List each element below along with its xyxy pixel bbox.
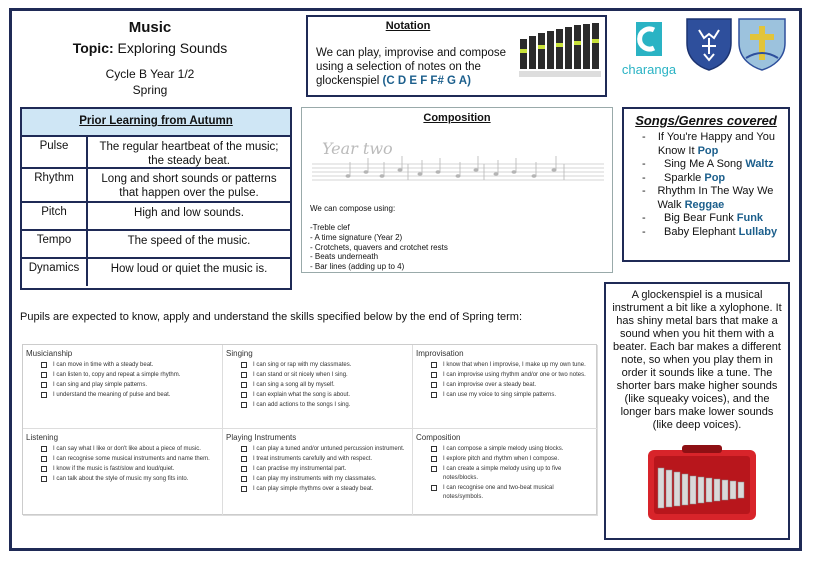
checkbox[interactable] xyxy=(241,446,247,452)
skill-item: I can play simple rhythms over a steady beat. xyxy=(241,485,409,494)
checkbox[interactable] xyxy=(431,466,437,472)
skill-cell-playing-instruments xyxy=(223,429,413,516)
checkbox[interactable] xyxy=(41,476,47,482)
term-text: Spring xyxy=(132,83,168,97)
checkbox[interactable] xyxy=(431,362,437,368)
songs-box xyxy=(622,107,790,262)
composition-box xyxy=(301,107,613,273)
skill-item: I can improvise using rhythm and/or one or two notes. xyxy=(431,371,594,380)
prior-learning-table xyxy=(20,107,292,290)
prior-row-tempo xyxy=(22,231,290,259)
skill-cell-composition xyxy=(413,429,598,516)
checkbox[interactable] xyxy=(431,446,437,452)
checkbox[interactable] xyxy=(241,466,247,472)
skill-item: I can listen to, copy and repeat a simple rhythm. xyxy=(41,371,219,380)
prior-value: The speed of the music. xyxy=(127,235,251,247)
song-genre: Pop xyxy=(697,144,719,157)
song-genre: Reggae xyxy=(684,198,725,211)
glockenspiel-notes-image xyxy=(516,21,604,81)
prior-key: Dynamics xyxy=(22,259,88,286)
composition-item: - Beats underneath xyxy=(310,252,379,262)
prior-key: Tempo xyxy=(22,231,88,257)
school-crest-cross xyxy=(736,16,788,72)
charanga-logo xyxy=(614,14,684,84)
checkbox[interactable] xyxy=(41,392,47,398)
skill-item: I can add actions to the songs I sing. xyxy=(241,401,409,410)
skill-item: I can practise my instrumental part. xyxy=(241,465,409,474)
checkbox[interactable] xyxy=(241,456,247,462)
prior-row-rhythm xyxy=(22,169,290,203)
skill-title: Composition xyxy=(416,433,461,442)
skill-item: I can sing and play simple patterns. xyxy=(41,381,219,390)
skill-title: Improvisation xyxy=(416,349,464,358)
skill-item: I explore pitch and rhythm when I compose. xyxy=(431,455,594,464)
topic-value: Exploring Sounds xyxy=(117,40,228,56)
glockenspiel-description: A glockenspiel is a musical instrument a bit like a xylophone. It has shiny metal bars that make a sound when you hit them with a beater. Each bar makes a different note, so when you play them in order it sounds like a tune. The shorter bars make higher sounds (like squeaky voices), and the longer bars make lower sounds (like deep voices). xyxy=(612,289,782,431)
skill-cell-singing xyxy=(223,345,413,429)
song-name: Sparkle xyxy=(664,171,702,184)
prior-learning-title: Prior Learning from Autumn xyxy=(22,109,290,137)
charanga-logo-text: charanga xyxy=(621,62,677,77)
checkbox[interactable] xyxy=(241,392,247,398)
song-genre: Lullaby xyxy=(738,225,778,238)
checkbox[interactable] xyxy=(431,392,437,398)
expectation-text: Pupils are expected to know, apply and understand the skills specified below by the end of Spring term: xyxy=(20,311,523,323)
notation-text xyxy=(316,46,516,88)
song-name: Baby Elephant xyxy=(664,225,736,238)
song-name: Big Bear Funk xyxy=(664,212,734,224)
song-name: If You're Happy and You Know It xyxy=(657,131,775,157)
songs-title: Songs/Genres covered xyxy=(635,113,777,128)
skill-item: I know that when I improvise, I make up my own tune. xyxy=(431,361,594,370)
skill-title: Singing xyxy=(226,349,253,358)
song-item: - Sparkle Pop xyxy=(642,171,726,184)
prior-key: Pulse xyxy=(22,137,88,167)
skill-item: I can sing or rap with my classmates. xyxy=(241,361,409,370)
song-item: - Sing Me A Song Waltz xyxy=(642,158,774,170)
notation-notes: C D E F F# G A xyxy=(386,75,468,87)
checkbox[interactable] xyxy=(41,446,47,452)
header xyxy=(60,18,240,98)
school-crest-stag xyxy=(684,16,734,72)
skill-item: I can talk about the style of music my song fits into. xyxy=(41,475,219,484)
songs-list xyxy=(642,131,788,239)
composition-intro: We can compose using: xyxy=(310,204,396,213)
song-item: - Baby Elephant Lullaby xyxy=(642,225,778,238)
skill-item: I know if the music is fast/slow and loud/quiet. xyxy=(41,465,219,474)
checkbox[interactable] xyxy=(431,382,437,388)
skill-item: I can play a tuned and/or untuned percussion instrument. xyxy=(241,445,409,454)
skill-item: I can stand or sit nicely when I sing. xyxy=(241,371,409,380)
prior-value: How loud or quiet the music is. xyxy=(110,263,268,275)
handwritten-staff-image xyxy=(308,126,608,188)
checkbox[interactable] xyxy=(241,402,247,408)
skill-item: I can create a simple melody using up to five notes/blocks. xyxy=(431,465,594,483)
checkbox[interactable] xyxy=(241,486,247,492)
skill-title: Listening xyxy=(26,433,59,442)
subject-title: Music xyxy=(128,19,172,36)
composition-title: Composition xyxy=(423,112,491,124)
song-item: - If You're Happy and You Know It Pop xyxy=(642,131,775,157)
skill-cell-listening xyxy=(23,429,223,516)
checkbox[interactable] xyxy=(431,456,437,462)
song-item: - Big Bear Funk Funk xyxy=(642,212,764,224)
checkbox[interactable] xyxy=(431,372,437,378)
song-genre: Pop xyxy=(704,171,726,184)
composition-item: - A time signature (Year 2) xyxy=(310,232,403,242)
prior-key: Pitch xyxy=(22,203,88,229)
checkbox[interactable] xyxy=(41,362,47,368)
notation-body: We can play, improvise and compose using a selection of notes on the glockenspiel xyxy=(316,47,507,87)
skill-item: I can sing a song all by myself. xyxy=(241,381,409,390)
prior-value: The regular heartbeat of the music; the steady beat. xyxy=(99,141,279,167)
skill-cell-musicianship xyxy=(23,345,223,429)
checkbox[interactable] xyxy=(431,485,437,491)
checkbox[interactable] xyxy=(241,382,247,388)
skill-item: I can move in time with a steady beat. xyxy=(41,361,219,370)
song-genre: Waltz xyxy=(745,158,774,170)
topic-line xyxy=(60,38,240,58)
composition-list xyxy=(310,223,448,272)
prior-row-dynamics xyxy=(22,259,290,286)
topic-label: Topic: xyxy=(72,40,114,56)
composition-item: - Crotchets, quavers and crotchet rests xyxy=(310,242,448,252)
checkbox[interactable] xyxy=(241,362,247,368)
handwriting-text: Year two xyxy=(322,139,393,158)
checkbox[interactable] xyxy=(41,372,47,378)
prior-row-pulse xyxy=(22,137,290,169)
prior-row-pitch xyxy=(22,203,290,231)
checkbox[interactable] xyxy=(241,372,247,378)
checkbox[interactable] xyxy=(41,466,47,472)
prior-value: High and low sounds. xyxy=(134,207,244,219)
skill-item: I can use my voice to sing simple patterns. xyxy=(431,391,594,400)
skill-cell-improvisation xyxy=(413,345,598,429)
notation-box xyxy=(306,15,607,97)
song-item: - Rhythm In The Way We Walk Reggae xyxy=(642,185,774,211)
skill-item: I can recognise one and two-beat musical notes/symbols. xyxy=(431,484,594,502)
skill-item: I can play my instruments with my classmates. xyxy=(241,475,409,484)
composition-item: - Bar lines (adding up to 4) xyxy=(310,262,405,272)
checkbox[interactable] xyxy=(41,382,47,388)
prior-value: Long and short sounds or patterns that happen over the pulse. xyxy=(101,173,277,199)
skill-item: I can explain what the song is about. xyxy=(241,391,409,400)
skill-item: I understand the meaning of pulse and beat. xyxy=(41,391,219,400)
skill-item: I can improvise over a steady beat. xyxy=(431,381,594,390)
skill-item: I can recognise some musical instruments and name them. xyxy=(41,455,219,464)
notation-notes-close: ) xyxy=(467,75,471,87)
skill-item: I can say what I like or don't like about a piece of music. xyxy=(41,445,219,454)
song-name: Sing Me A Song xyxy=(664,158,743,170)
notation-title: Notation xyxy=(385,20,431,32)
skill-title: Playing Instruments xyxy=(226,433,297,442)
checkbox[interactable] xyxy=(241,476,247,482)
checkbox[interactable] xyxy=(41,456,47,462)
skills-grid xyxy=(22,344,597,515)
glockenspiel-info-box xyxy=(604,282,790,540)
skill-title: Musicianship xyxy=(26,349,73,358)
cycle-text: Cycle B Year 1/2 xyxy=(105,67,195,81)
prior-key: Rhythm xyxy=(22,169,88,201)
song-name: Rhythm In The Way We Walk xyxy=(657,185,774,211)
skill-item: I can compose a simple melody using blocks. xyxy=(431,445,594,454)
song-genre: Funk xyxy=(736,212,764,224)
glockenspiel-image xyxy=(642,444,762,524)
skill-item: I treat instruments carefully and with respect. xyxy=(241,455,409,464)
notation-notes-open: ( xyxy=(382,75,387,87)
composition-item: -Treble clef xyxy=(310,223,350,232)
